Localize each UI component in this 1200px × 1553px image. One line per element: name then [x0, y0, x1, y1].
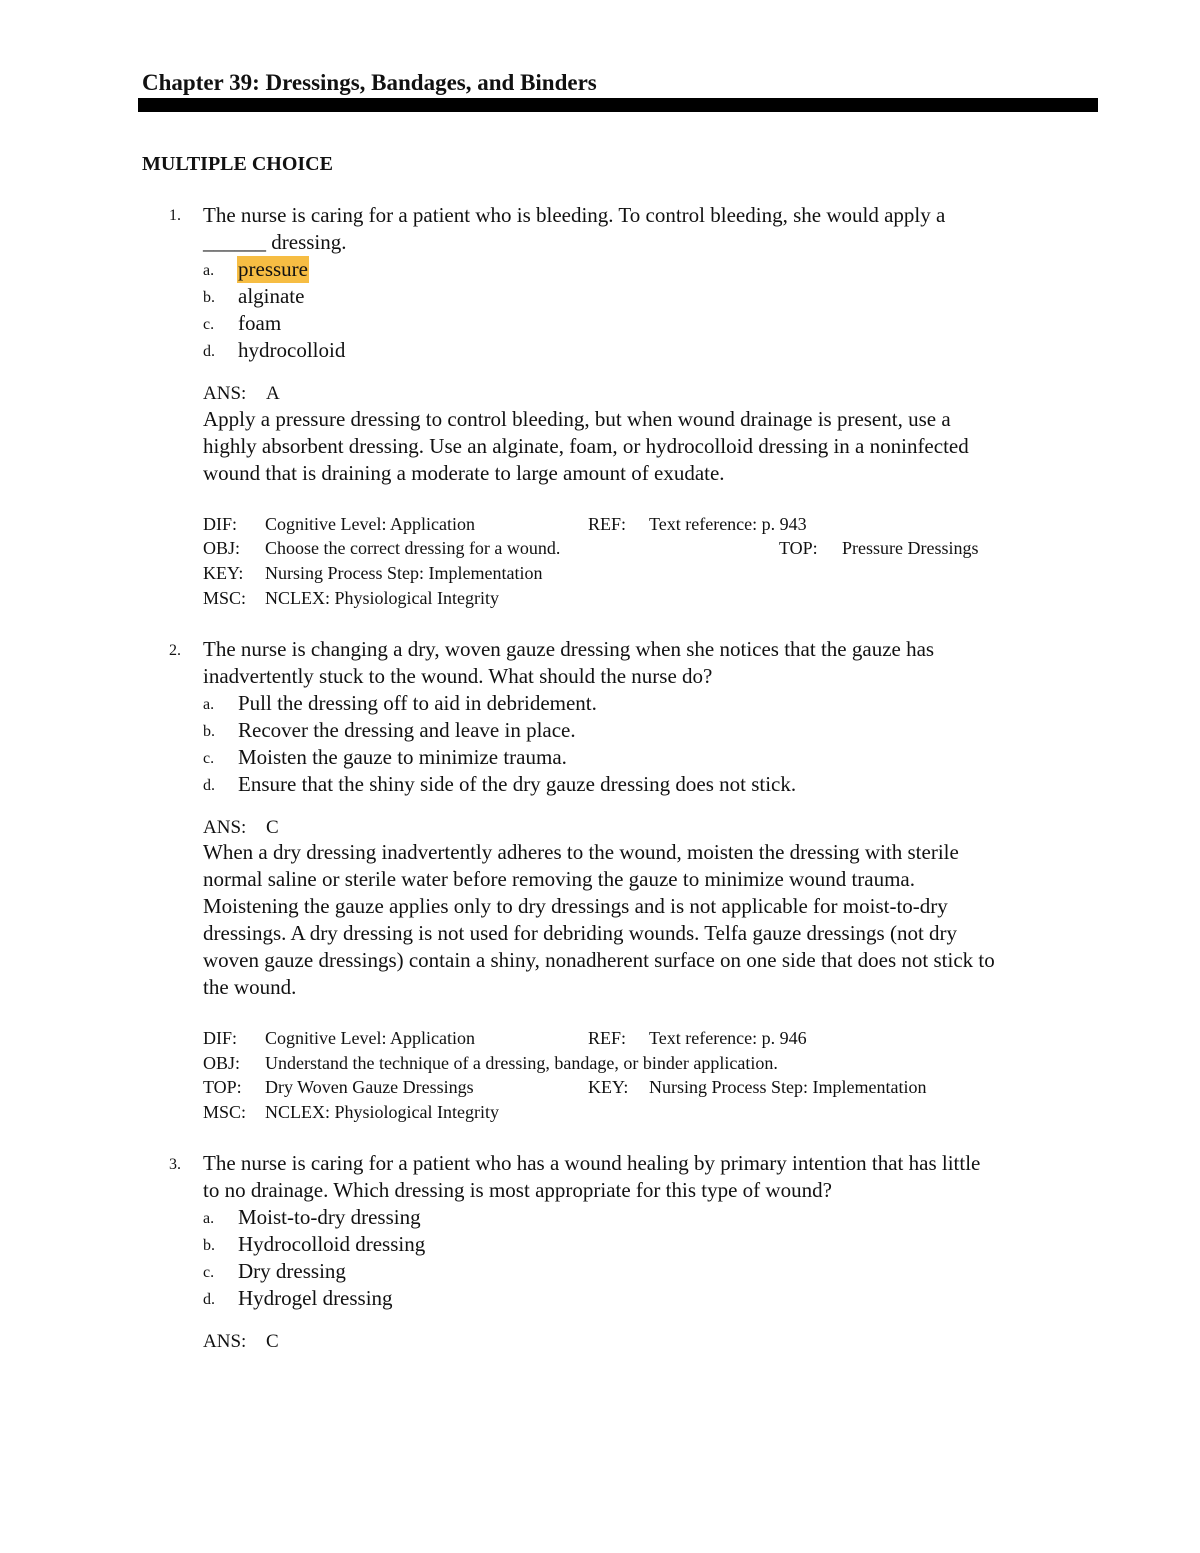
answer-value: C — [266, 1331, 279, 1352]
choice-text: hydrocolloid — [238, 338, 346, 362]
choice-letter: c. — [203, 1264, 215, 1281]
meta-label: MSC: — [203, 588, 247, 608]
choice-letter: b. — [203, 289, 215, 306]
choice-text-highlighted: pressure — [238, 257, 308, 281]
question-stem-line: inadvertently stuck to the wound. What should the nurse do? — [203, 664, 713, 688]
meta-label: DIF: — [203, 514, 238, 534]
choice-letter: b. — [203, 723, 215, 740]
choice-letter: c. — [203, 316, 215, 333]
choice-letter: a. — [203, 696, 215, 713]
meta-label: OBJ: — [203, 1053, 241, 1073]
answer-label: ANS: — [203, 383, 247, 404]
meta-value: Nursing Process Step: Implementation — [265, 563, 543, 583]
answer-label: ANS: — [203, 1331, 247, 1352]
question-stem-line: The nurse is caring for a patient who is bleeding. To control bleeding, she would apply a — [203, 203, 946, 227]
title-rule — [138, 98, 1098, 112]
question-stem-line: The nurse is caring for a patient who has a wound healing by primary intention that has little — [203, 1151, 981, 1175]
question-stem-line: to no drainage. Which dressing is most appropriate for this type of wound? — [203, 1178, 832, 1202]
meta-value: NCLEX: Physiological Integrity — [265, 1102, 499, 1122]
rationale-line: highly absorbent dressing. Use an alginate, foam, or hydrocolloid dressing in a noninfected — [203, 434, 969, 458]
choice-letter: a. — [203, 1210, 215, 1227]
rationale-line: When a dry dressing inadvertently adheres to the wound, moisten the dressing with sterile — [203, 840, 959, 864]
section-heading: MULTIPLE CHOICE — [142, 153, 333, 175]
meta-label: OBJ: — [203, 538, 241, 558]
choice-text: alginate — [238, 284, 305, 308]
meta-value: Understand the technique of a dressing, bandage, or binder application. — [265, 1053, 778, 1073]
rationale-line: wound that is draining a moderate to large amount of exudate. — [203, 461, 725, 485]
choice-text: Moist-to-dry dressing — [238, 1205, 421, 1229]
meta-value: Cognitive Level: Application — [265, 514, 475, 534]
rationale-line: Apply a pressure dressing to control bleeding, but when wound drainage is present, use a — [203, 407, 951, 431]
meta-label: KEY: — [203, 563, 244, 583]
choice-text: Moisten the gauze to minimize trauma. — [238, 745, 567, 769]
question-number: 1. — [169, 207, 181, 224]
choice-letter: b. — [203, 1237, 215, 1254]
choice-letter: d. — [203, 1291, 215, 1308]
meta-label: TOP: — [779, 538, 818, 558]
choice-letter: d. — [203, 343, 215, 360]
meta-value: Dry Woven Gauze Dressings — [265, 1077, 474, 1097]
choice-text: Hydrogel dressing — [238, 1286, 393, 1310]
answer-line — [203, 380, 280, 407]
choice-text: Pull the dressing off to aid in debridement. — [238, 691, 597, 715]
meta-label: DIF: — [203, 1028, 238, 1048]
meta-value: Text reference: p. 946 — [649, 1028, 807, 1048]
question-number: 3. — [169, 1156, 181, 1173]
choice-letter: c. — [203, 750, 215, 767]
meta-label: TOP: — [203, 1077, 242, 1097]
meta-value: Cognitive Level: Application — [265, 1028, 475, 1048]
question-number: 2. — [169, 642, 181, 659]
answer-line — [203, 1328, 279, 1355]
answer-line — [203, 814, 279, 841]
meta-label: REF: — [588, 514, 627, 534]
meta-label: KEY: — [588, 1077, 629, 1097]
meta-value: Choose the correct dressing for a wound. — [265, 538, 561, 558]
choice-text: Ensure that the shiny side of the dry gauze dressing does not stick. — [238, 772, 797, 796]
question-stem-line: ______ dressing. — [203, 230, 347, 254]
meta-label: REF: — [588, 1028, 627, 1048]
answer-value: C — [266, 817, 279, 838]
answer-value: A — [266, 383, 280, 404]
choice-letter: d. — [203, 777, 215, 794]
rationale-line: woven gauze dressings) contain a shiny, nonadherent surface on one side that does not stick to — [203, 948, 995, 972]
meta-value: NCLEX: Physiological Integrity — [265, 588, 499, 608]
chapter-title: Chapter 39: Dressings, Bandages, and Binders — [142, 70, 597, 95]
choice-letter: a. — [203, 262, 215, 279]
meta-value: Pressure Dressings — [842, 538, 979, 558]
rationale-line: Moistening the gauze applies only to dry dressings and is not applicable for moist-to-dry — [203, 894, 948, 918]
meta-value: Text reference: p. 943 — [649, 514, 807, 534]
meta-label: MSC: — [203, 1102, 247, 1122]
rationale-line: dressings. A dry dressing is not used for debriding wounds. Telfa gauze dressings (not dry — [203, 921, 958, 945]
rationale-line: normal saline or sterile water before removing the gauze to minimize wound trauma. — [203, 867, 916, 891]
choice-text: Hydrocolloid dressing — [238, 1232, 426, 1256]
question-stem-line: The nurse is changing a dry, woven gauze dressing when she notices that the gauze has — [203, 637, 935, 661]
choice-text: Dry dressing — [238, 1259, 346, 1283]
answer-label: ANS: — [203, 817, 247, 838]
choice-text: Recover the dressing and leave in place. — [238, 718, 576, 742]
rationale-line: the wound. — [203, 975, 297, 999]
meta-value: Nursing Process Step: Implementation — [649, 1077, 927, 1097]
choice-text: foam — [238, 311, 282, 335]
